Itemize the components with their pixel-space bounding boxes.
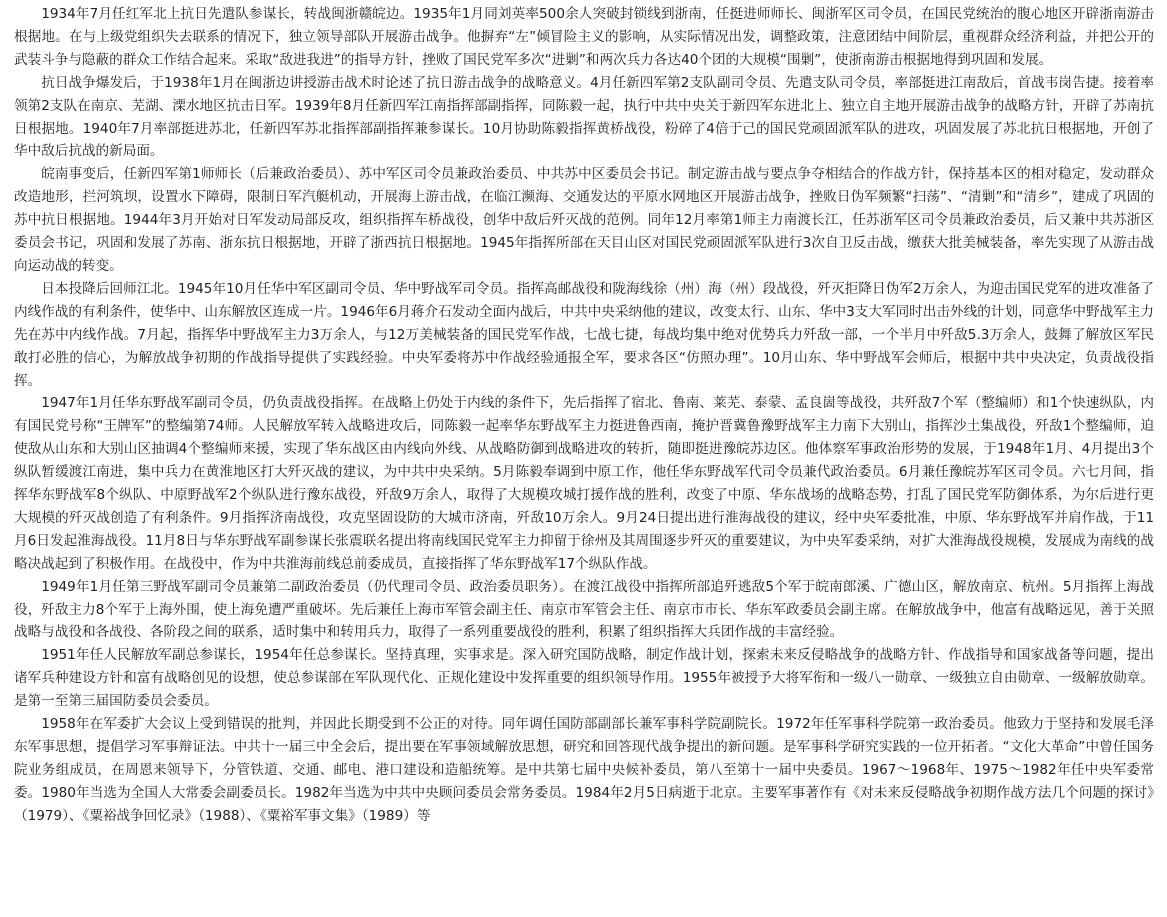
paragraph-anti-japanese-war: 抗日战争爆发后，于1938年1月在闽浙边讲授游击战术时论述了抗日游击战争的战略意义。4月任新四军第2支队副司令员、先遣支队司令员，率部挺进江南敌后，首战韦岗告捷。接着率领第2支队在南京、芜湖、溧水地区抗击日军。1939年8月任新四军江南指挥部副指挥，同陈毅一起，执行中共中央关于新四军东进北上、独立自主地开展游击战争的战略方针，开辟了苏南抗日根据地。1940年7月率部挺进苏北，任新四军苏北指挥部副指挥兼参谋长。10月协助陈毅指挥黄桥战役，粉碎了4倍于己的国民党顽固派军队的进攻，巩固发展了苏北抗日根据地，开创了华中敌后抗战的新局面。 xyxy=(14,74,1154,160)
paragraph-1934-south-zhejiang: 1934年7月任红军北上抗日先遣队参谋长，转战闽浙赣皖边。1935年1月同刘英率500余人突破封锁线到浙南，任挺进师师长、闽浙军区司令员，在国民党统治的腹心地区开辟浙南游击根据地。在与上级党组织失去联系的情况下，独立领导部队开展游击战争。他摒弃“左”倾冒险主义的影响，从实际情况出发，调整政策，注意团结中间阶层，重视群众经济利益，并把公开的武装斗争与隐蔽的群众工作结合起来。采取“敌进我进”的指导方针，挫败了国民党军多次“进剿”和两次兵力各达40个团的大规模“围剿”，使浙南游击根据地得到巩固和发展。 xyxy=(14,6,1154,68)
paragraph-southern-anhui-incident: 皖南事变后，任新四军第1师师长（后兼政治委员）、苏中军区司令员兼政治委员、中共苏中区委员会书记。制定游击战与要点争夺相结合的作战方针，保持基本区的相对稳定，发动群众改造地形，拦河筑坝，设置水下障碍，限制日军汽艇机动，开展海上游击战，在临江濒海、交通发达的平原水网地区开展游击战争，挫败日伪军频繁“扫荡”、“清剿”和“清乡”，建成了巩固的苏中抗日根据地。1944年3月开始对日军发动局部反攻，组织指挥车桥战役，创华中敌后歼灭战的范例。同年12月率第1师主力南渡长江，任苏浙军区司令员兼政治委员，后又兼中共苏浙区委员会书记，巩固和发展了苏南、浙东抗日根据地，开辟了浙西抗日根据地。1945年指挥所部在天目山区对国民党顽固派军队进行3次自卫反击战，缴获大批美械装备，率先实现了从游击战向运动战的转变。 xyxy=(14,166,1154,274)
paragraph-1947-east-china-field-army: 1947年1月任华东野战军副司令员，仍负责战役指挥。在战略上仍处于内线的条件下，先后指挥了宿北、鲁南、莱芜、泰蒙、孟良崮等战役，共歼敌7个军（整编师）和1个快速纵队，内有国民党号称“王牌军”的整编第74师。人民解放军转入战略进攻后，同陈毅一起率华东野战军主力挺进鲁西南，掩护晋冀鲁豫野战军主力南下大别山，指挥沙土集战役，歼敌1个整编师，迫使敌从山东和大别山区抽调4个整编师来援，实现了华东战区由内线向外线、从战略防御到战略进攻的转折，随即挺进豫皖苏边区。他体察军事政治形势的发展，于1948年1月、4月提出3个纵队暂缓渡江南进，集中兵力在黄淮地区打大歼灭战的建议，为中共中央采纳。5月陈毅奉调到中原工作，他任华东野战军代司令员兼代政治委员。6月兼任豫皖苏军区司令员。六七月间，指挥华东野战军8个纵队、中原野战军2个纵队进行豫东战役，歼敌9万余人，取得了大规模攻城打援作战的胜利，改变了中原、华东战场的战略态势，打乱了国民党军防御体系，为尔后进行更大规模的歼灭战创造了有利条件。9月指挥济南战役，攻克坚固设防的大城市济南，歼敌10万余人。9月24日提出进行淮海战役的建议，经中央军委批准，中原、华东野战军并肩作战，于11月6日发起淮海战役。11月8日与华东野战军副参谋长张震联名提出将南线国民党军主力抑留于徐州及其周围逐步歼灭的重要建议，为中央军委采纳，对扩大淮海战役规模，发展成为南线的战略决战起到了积极作用。在战役中，作为中共淮海前线总前委成员，直接指挥了华东野战军17个纵队作战。 xyxy=(14,395,1154,572)
paragraph-1949-third-field-army: 1949年1月任第三野战军副司令员兼第二副政治委员（仍代理司令员、政治委员职务）。在渡江战役中指挥所部追歼逃敌5个军于皖南郎溪、广德山区，解放南京、杭州。5月指挥上海战役，歼敌主力8个军于上海外围，使上海免遭严重破坏。先后兼任上海市军管会副主任、南京市军管会主任、南京市市长、华东军政委员会副主席。在解放战争中，他富有战略远见，善于关照战略与战役和各战役、各阶段之间的联系，适时集中和转用兵力，取得了一系列重要战役的胜利，积累了组织指挥大兵团作战的丰富经验。 xyxy=(14,578,1154,641)
paragraph-1958-later-years: 1958年在军委扩大会议上受到错误的批判，并因此长期受到不公正的对待。同年调任国防部副部长兼军事科学院副院长。1972年任军事科学院第一政治委员。他致力于坚持和发展毛泽东军事思想，提倡学习军事辩证法。中共十一届三中全会后，提出要在军事领域解放思想，研究和回答现代战争提出的新问题。是军事科学研究实践的一位开拓者。“文化大革命”中曾任国务院业务组成员，在周恩来领导下，分管铁道、交通、邮电、港口建设和造船统筹。是中共第七届中央候补委员，第八至第十一届中央委员。1967～1968年、1975～1982年任中央军委常委。1980年当选为全国人大常委会副委员长。1982年当选为中共中央顾问委员会常务委员。1984年2月5日病逝于北京。主要军事著作有《对未来反侵略战争初期作战方法几个问题的探讨》（1979）、《粟裕战争回忆录》（1988）、《粟裕军事文集》（1989）等 xyxy=(14,716,1154,824)
paragraph-japan-surrender: 日本投降后回师江北。1945年10月任华中军区副司令员、华中野战军司令员。指挥高邮战役和陇海线徐（州）海（州）段战役，歼灭拒降日伪军2万余人，为迎击国民党军的进攻准备了内线作战的有利条件，使华中、山东解放区连成一片。1946年6月蒋介石发动全面内战后，中共中央采纳他的建议，改变太行、山东、华中3支大军同时出击外线的计划，同意华中野战军主力先在苏中内线作战。7月起，指挥华中野战军主力3万余人，与12万美械装备的国民党军作战，七战七捷，每战均集中绝对优势兵力歼敌一部，一个半月中歼敌5.3万余人，鼓舞了解放区军民敢打必胜的信心，为解放战争初期的作战指导提供了实践经验。中央军委将苏中作战经验通报全军，要求各区“仿照办理”。10月山东、华中野战军会师后，根据中共中央决定，负责战役指挥。 xyxy=(14,280,1154,389)
paragraph-1951-general-staff: 1951年任人民解放军副总参谋长，1954年任总参谋长。坚持真理，实事求是。深入研究国防战略，制定作战计划，探索未来反侵略战争的战略方针、作战指导和国家战备等问题，提出诸军兵种建设方针和富有战略创见的设想，使总参谋部在军队现代化、正规化建设中发挥重要的组织领导作用。1955年被授予大将军衔和一级八一勋章、一级独立自由勋章、一级解放勋章。是第一至第三届国防委员会委员。 xyxy=(14,647,1154,710)
